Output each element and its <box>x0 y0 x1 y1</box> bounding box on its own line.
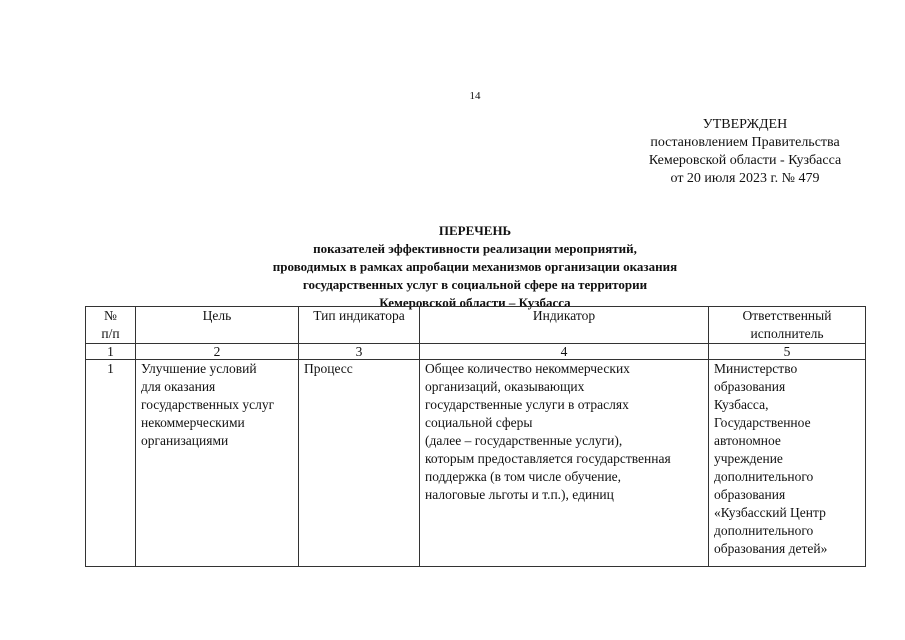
goal-line: для оказания <box>141 379 216 394</box>
column-number: 5 <box>709 344 866 360</box>
page-number: 14 <box>469 90 481 102</box>
table-row <box>86 360 866 567</box>
column-number: 4 <box>420 344 709 360</box>
column-number: 3 <box>299 344 420 360</box>
responsible-line: «Кузбасский Центр <box>714 505 826 520</box>
title-line: государственных услуг в социальной сфере на территории <box>302 277 648 292</box>
indicator-line: государственные услуги в отраслях <box>425 397 629 412</box>
indicator-line: налоговые льготы и т.п.), единиц <box>425 487 614 502</box>
row-type: Процесс <box>299 360 420 567</box>
responsible-line: образования детей» <box>714 541 828 556</box>
responsible-line: образования <box>714 487 786 502</box>
table-header-row <box>86 307 866 344</box>
approval-date: от 20 июля 2023 г. № 479 <box>670 171 820 186</box>
title-line: проводимых в рамках апробации механизмов организации оказания <box>272 259 678 274</box>
approval-line: постановлением Правительства <box>650 135 840 150</box>
goal-line: некоммерческими <box>141 415 245 430</box>
row-responsible <box>709 360 866 567</box>
header-num-line: № <box>104 308 117 323</box>
approval-line: Кемеровской области - Кузбасса <box>648 153 842 168</box>
indicator-line: (далее – государственные услуги), <box>425 433 623 448</box>
responsible-line: дополнительного <box>714 523 814 538</box>
responsible-line: Государственное <box>714 415 811 430</box>
indicator-line: Общее количество некоммерческих <box>425 361 630 376</box>
approval-stamp <box>620 116 870 188</box>
column-number: 1 <box>86 344 136 360</box>
row-goal <box>136 360 299 567</box>
title-line: Кемеровской области – Кузбасса <box>379 295 571 310</box>
indicator-line: поддержка (в том числе обучение, <box>425 469 622 484</box>
column-number-row <box>86 344 866 360</box>
responsible-line: дополнительного <box>714 469 814 484</box>
title-line: ПЕРЕЧЕНЬ <box>438 223 512 238</box>
column-number: 2 <box>136 344 299 360</box>
indicators-table <box>85 306 866 567</box>
approval-heading: УТВЕРЖДЕН <box>702 117 788 132</box>
goal-line: Улучшение условий <box>141 361 257 376</box>
title-line: показателей эффективности реализации мероприятий, <box>313 241 637 256</box>
row-indicator <box>420 360 709 567</box>
header-num <box>86 307 136 344</box>
header-num-line: п/п <box>101 326 120 341</box>
responsible-line: образования <box>714 379 786 394</box>
responsible-line: Министерство <box>714 361 798 376</box>
header-responsible <box>709 307 866 344</box>
row-num: 1 <box>86 360 136 567</box>
header-indicator: Индикатор <box>420 307 709 344</box>
indicator-line: организаций, оказывающих <box>425 379 585 394</box>
header-responsible-line: исполнитель <box>750 326 824 341</box>
goal-line: государственных услуг <box>141 397 275 412</box>
indicator-line: которым предоставляется государственная <box>425 451 671 466</box>
responsible-line: Кузбасса, <box>714 397 769 412</box>
indicator-line: социальной сферы <box>425 415 533 430</box>
goal-line: организациями <box>141 433 229 448</box>
responsible-line: учреждение <box>714 451 783 466</box>
header-responsible-line: Ответственный <box>742 308 832 323</box>
responsible-line: автономное <box>714 433 781 448</box>
document-title <box>200 222 750 312</box>
header-goal: Цель <box>136 307 299 344</box>
header-type: Тип индикатора <box>299 307 420 344</box>
